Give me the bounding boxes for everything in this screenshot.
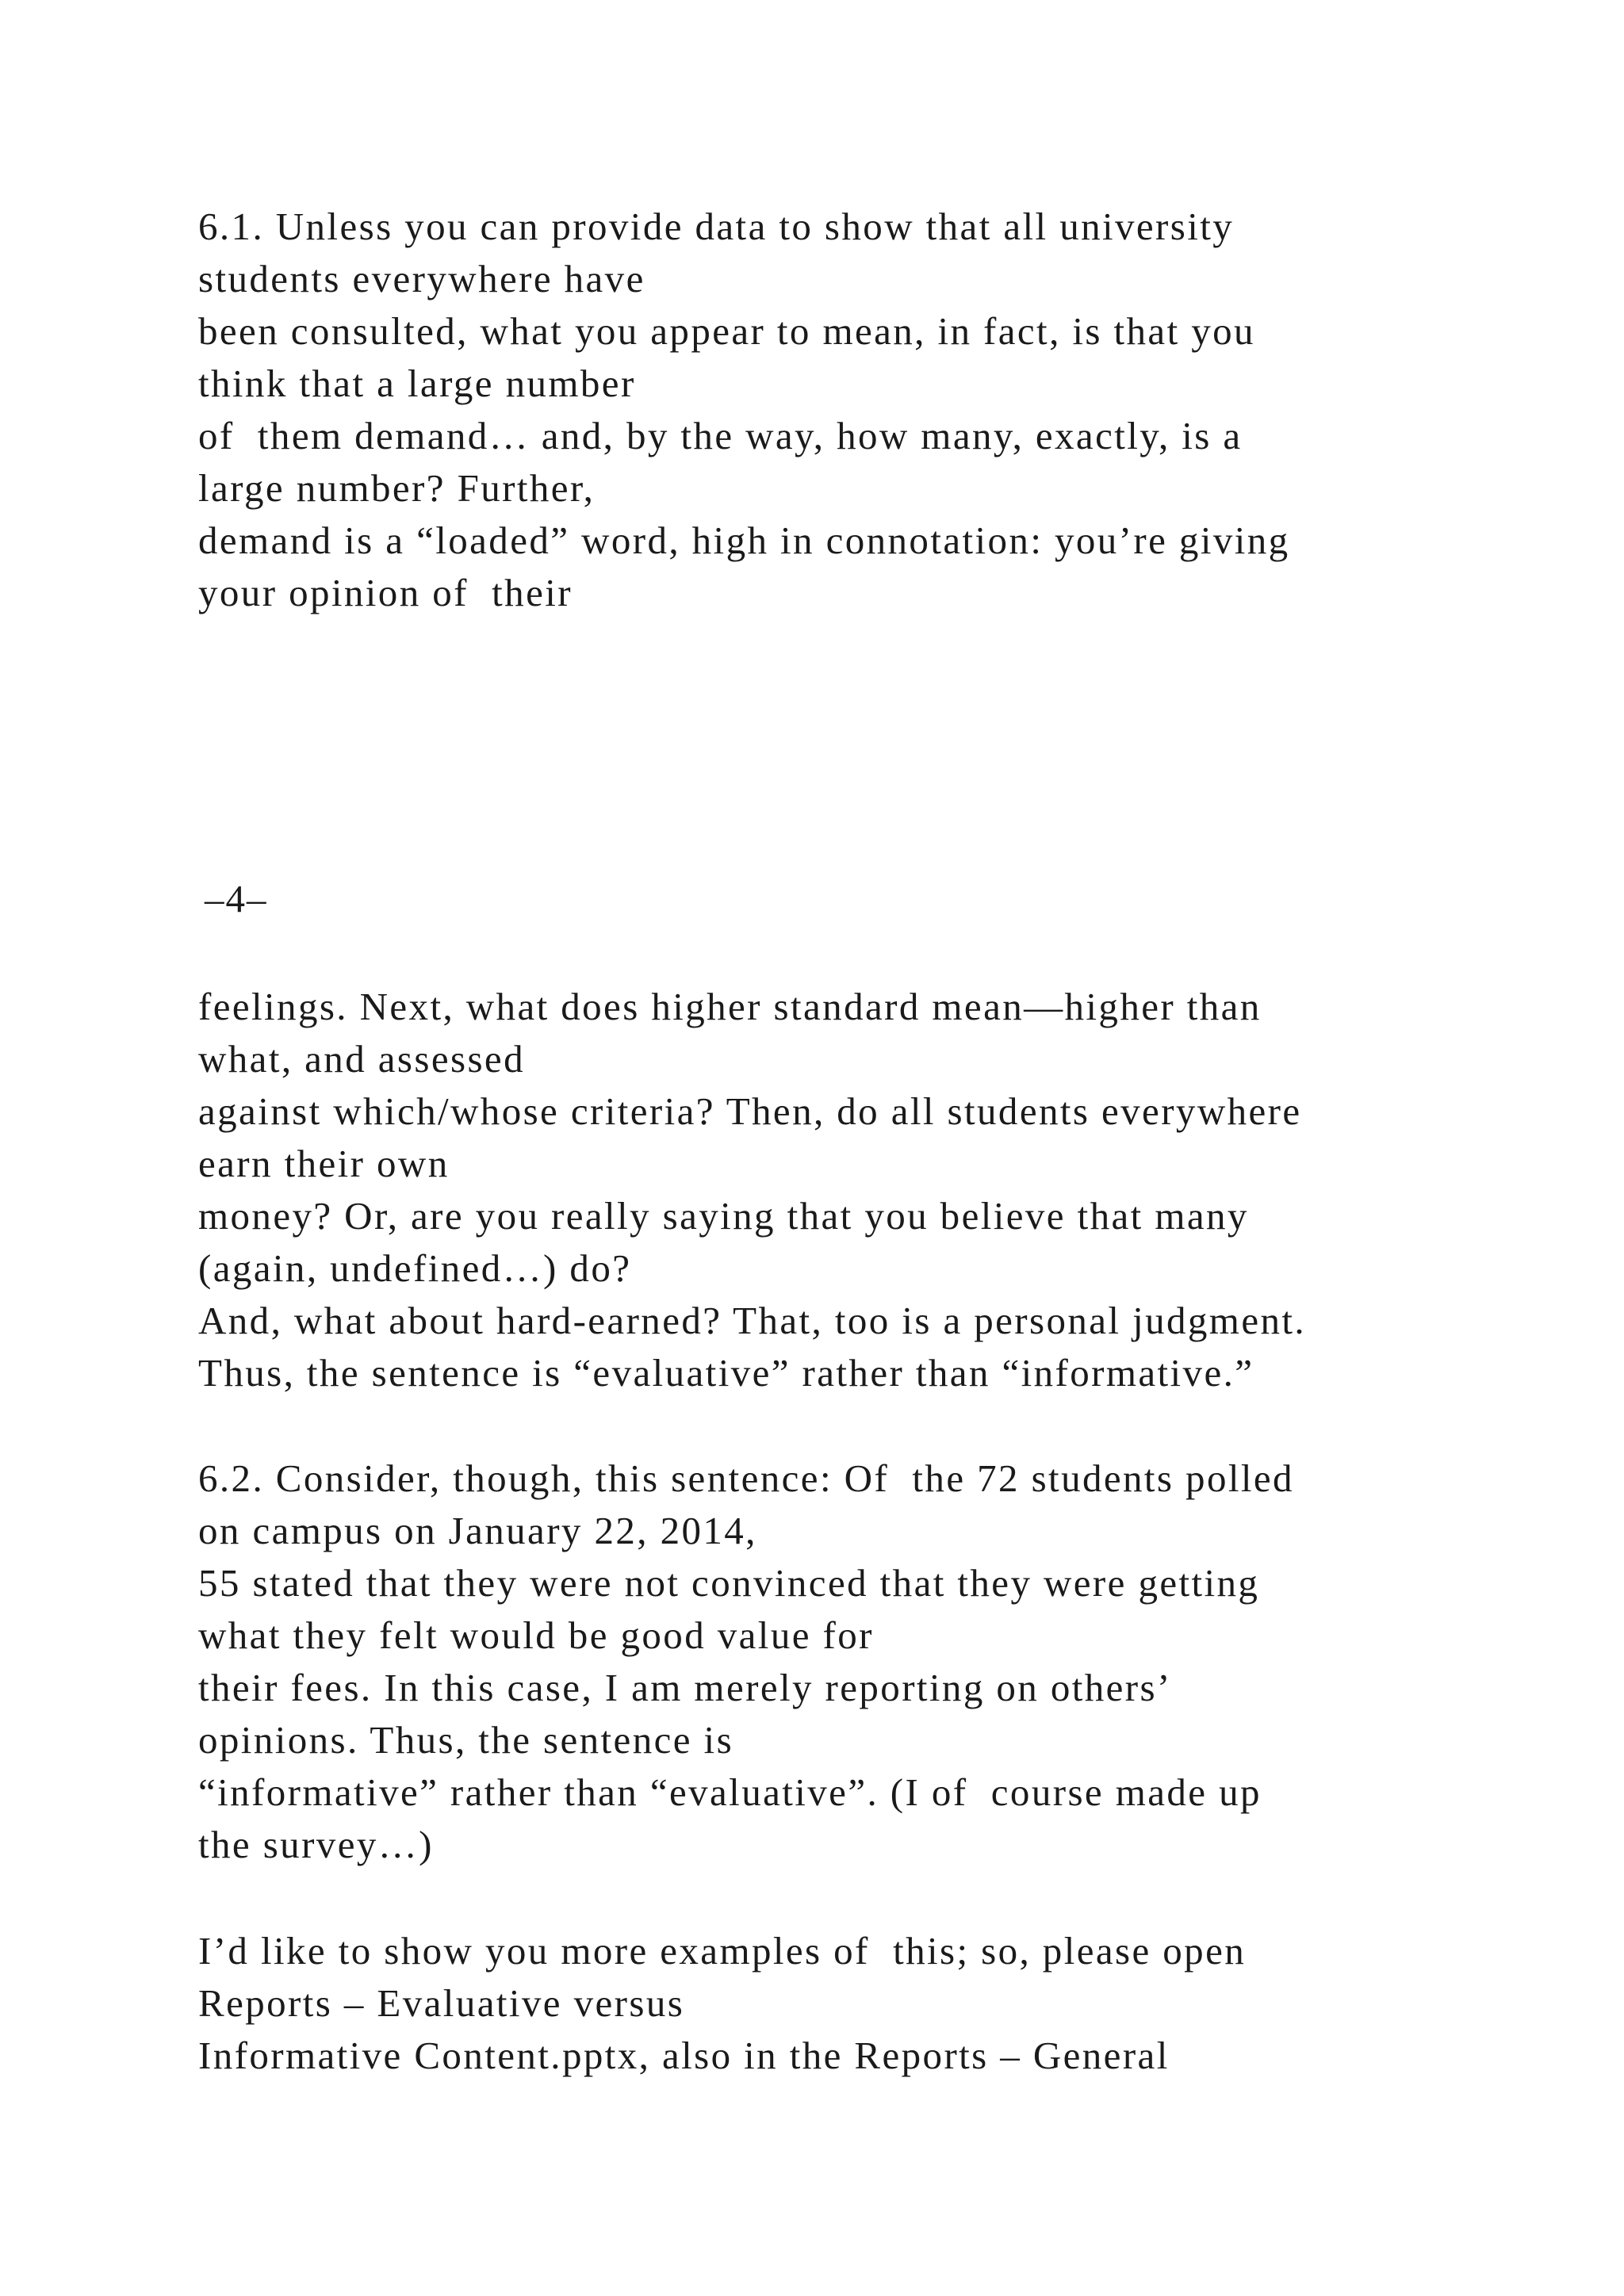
text-line: 55 stated that they were not convinced that they were getting [198, 1561, 1260, 1605]
text-line: their fees. In this case, I am merely reporting on others’ [198, 1666, 1172, 1709]
text-line: think that a large number [198, 362, 636, 405]
text-line: 6.2. Consider, though, this sentence: Of the 72 students polled [198, 1456, 1294, 1500]
text-line: And, what about hard-earned? That, too is a personal judgment. [198, 1299, 1307, 1342]
text-line: Reports – Evaluative versus [198, 1981, 685, 2025]
text-line: money? Or, are you really saying that you believe that many [198, 1194, 1249, 1238]
text-line: feelings. Next, what does higher standard mean—higher than [198, 985, 1262, 1028]
text-line: on campus on January 22, 2014, [198, 1509, 757, 1552]
text-line: the survey…) [198, 1823, 434, 1866]
text-line: students everywhere have [198, 257, 645, 300]
text-line: what they felt would be good value for [198, 1613, 874, 1657]
text-line: I’d like to show you more examples of this; so, please open [198, 1929, 1247, 1973]
text-line: Informative Content.pptx, also in the Reports – General [198, 2034, 1170, 2077]
text-line: large number? Further, [198, 466, 596, 510]
text-line: “informative” rather than “evaluative”. (I of course made up [198, 1770, 1262, 1814]
text-line: opinions. Thus, the sentence is [198, 1718, 734, 1762]
text-line: your opinion of their [198, 571, 573, 614]
paragraph-closing [198, 1925, 1499, 2082]
text-line: against which/whose criteria? Then, do all students everywhere [198, 1089, 1302, 1133]
text-line: (again, undefined…) do? [198, 1246, 632, 1290]
paragraph-6-1-part-2 [198, 981, 1499, 1399]
text-line: been consulted, what you appear to mean, in fact, is that you [198, 309, 1255, 353]
text-line: earn their own [198, 1142, 450, 1185]
page-number: –4– [205, 877, 268, 920]
text-line: Thus, the sentence is “evaluative” rather than “informative.” [198, 1351, 1254, 1395]
text-line: of them demand… and, by the way, how many, exactly, is a [198, 414, 1243, 457]
paragraph-6-1-part-1 [198, 201, 1499, 619]
paragraph-6-2 [198, 1452, 1499, 1871]
text-line: 6.1. Unless you can provide data to show that all university [198, 205, 1235, 248]
text-line: what, and assessed [198, 1037, 525, 1081]
text-line: demand is a “loaded” word, high in connotation: you’re giving [198, 519, 1290, 562]
